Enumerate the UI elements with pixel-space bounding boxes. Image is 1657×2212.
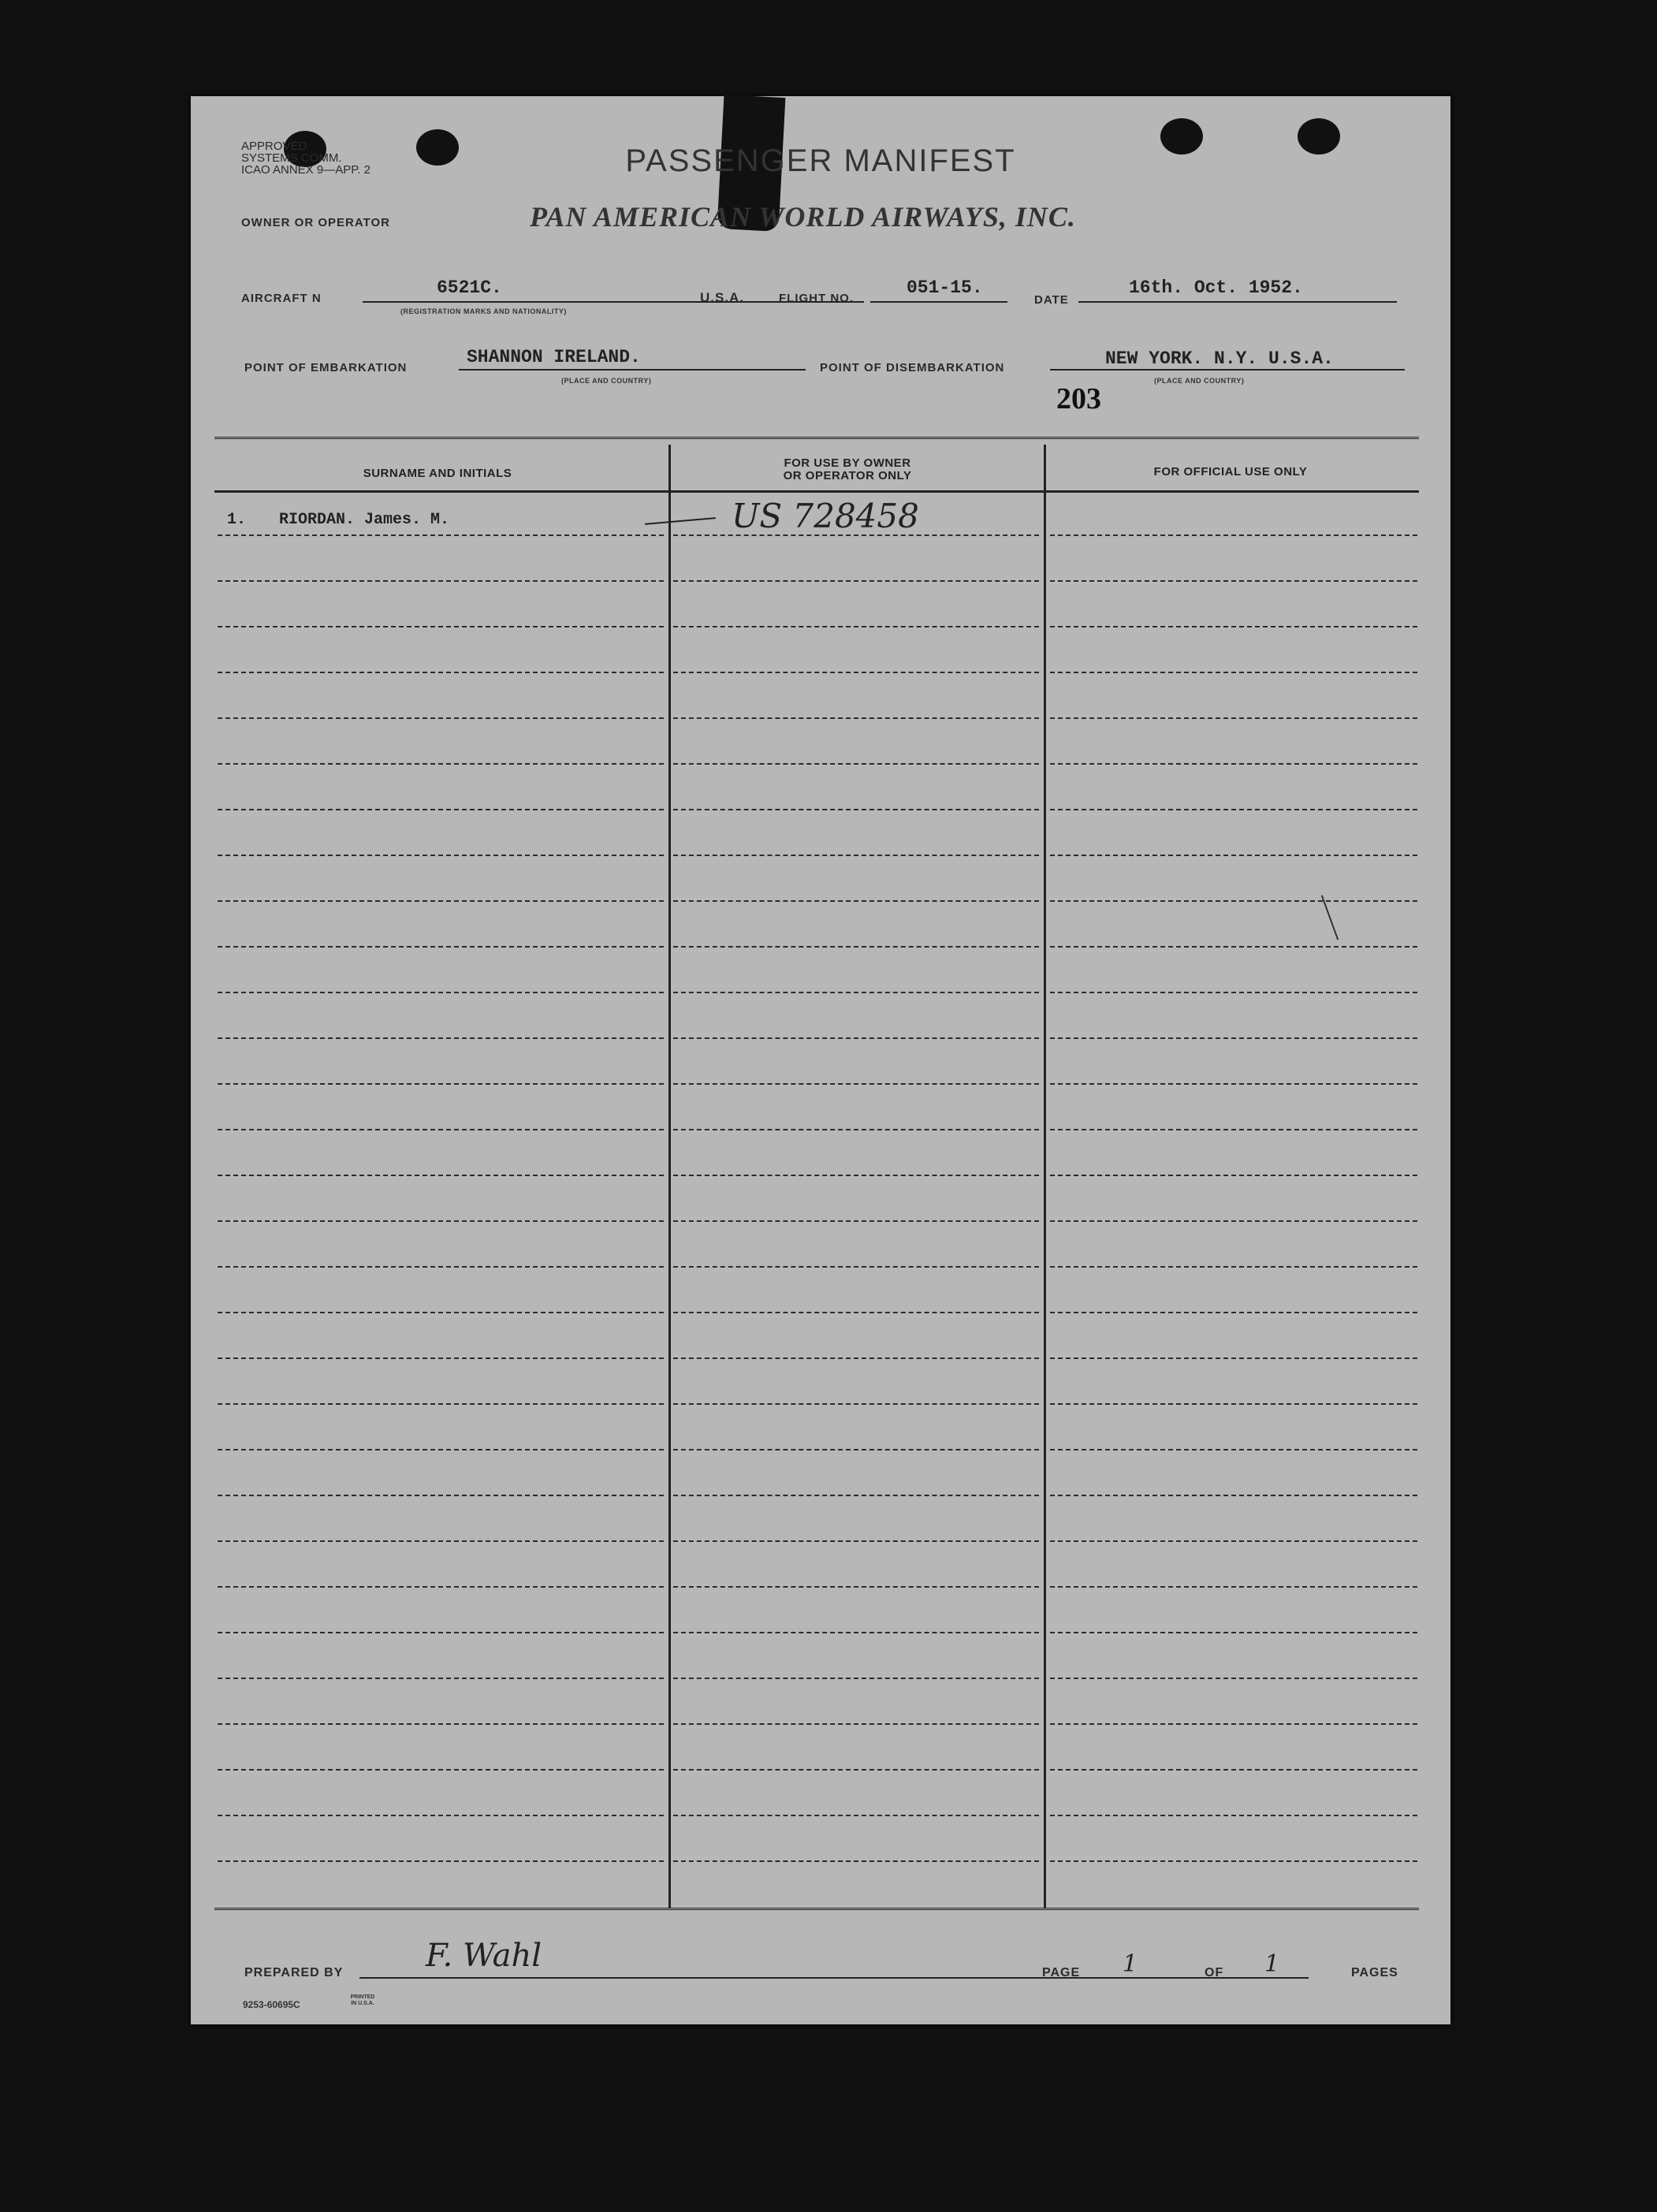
approval-line-3: ICAO ANNEX 9—APP. 2 [241,163,370,177]
pages-label: PAGES [1351,1966,1398,1979]
table-row-line [218,672,664,673]
column-owner-use-line-1: FOR USE BY OWNER [784,456,911,470]
owner-value: PAN AMERICAN WORLD AIRWAYS, INC. [530,201,1076,233]
table-row-line [1050,1403,1417,1405]
table-row-line [673,1037,1039,1039]
manifest-sheet [191,96,1450,2024]
aircraft-caption: (REGISTRATION MARKS AND NATIONALITY) [400,307,567,315]
page-number: 1 [1123,1950,1138,1978]
table-row-line [218,992,664,993]
table-row-line [218,1632,664,1633]
owner-label: OWNER OR OPERATOR [241,216,390,229]
table-row-line [218,1678,664,1679]
flight-line [870,301,1007,303]
table-row-line [1050,992,1417,993]
table-row-line [218,1586,664,1588]
column-official-use: FOR OFFICIAL USE ONLY [1153,465,1308,479]
table-row-line [218,1403,664,1405]
table-row-line [673,534,1039,536]
table-row-line [1050,534,1417,536]
table-top-rule [214,437,1419,442]
table-row-line [673,946,1039,948]
table-row-line [218,763,664,765]
disembarkation-line [1050,369,1405,371]
table-row-line [218,1815,664,1816]
embarkation-caption: (PLACE AND COUNTRY) [561,377,652,385]
nationality: U.S.A. [700,290,745,305]
date-label: DATE [1034,293,1069,307]
table-row-line [1050,1815,1417,1816]
column-divider-2 [1044,445,1046,1908]
table-row-line [673,992,1039,993]
table-row-line [673,1723,1039,1725]
pencil-tick-mark [1321,895,1339,940]
flight-label: FLIGHT NO. [779,292,854,305]
table-row-line [1050,855,1417,856]
table-row-line [1050,946,1417,948]
table-row-line [1050,763,1417,765]
table-row-line [1050,1586,1417,1588]
table-row-line [673,855,1039,856]
table-row-line [1050,1175,1417,1176]
embarkation-value: SHANNON IRELAND. [467,347,641,367]
approval-line-2: SYSTEMS COMM. [241,151,342,165]
table-row-line [673,717,1039,719]
prepared-by-label: PREPARED BY [244,1966,344,1979]
table-row-line [1050,1312,1417,1313]
table-row-line [218,1037,664,1039]
disembarkation-value: NEW YORK. N.Y. U.S.A. [1105,348,1334,369]
table-row-line [218,1769,664,1771]
table-row-line [1050,1220,1417,1222]
table-row-line [1050,1129,1417,1130]
table-row-line [673,900,1039,902]
table-row-line [218,855,664,856]
table-row-line [1050,1083,1417,1085]
table-row-line [673,626,1039,627]
table-row-line [673,1175,1039,1176]
disembarkation-caption: (PLACE AND COUNTRY) [1154,377,1245,385]
table-row-line [1050,580,1417,582]
table-row-line [673,1815,1039,1816]
table-row-line [1050,900,1417,902]
passenger-name: RIORDAN. James. M. [279,511,450,529]
table-row-line [218,1357,664,1359]
table-row-line [218,1540,664,1542]
passenger-owner-note: US 728458 [732,497,919,535]
form-number: 9253-60695C [243,1999,300,2010]
table-row-line [218,946,664,948]
table-row-line [673,1403,1039,1405]
table-row-line [673,672,1039,673]
column-divider-1 [668,445,671,1908]
table-row-line [218,1449,664,1450]
table-row-line [673,1449,1039,1450]
prepared-by-signature: F. Wahl [426,1938,542,1974]
table-row-line [1050,672,1417,673]
handwritten-dash [645,517,716,525]
header-bottom-rule [214,490,1419,493]
total-pages: 1 [1264,1950,1280,1978]
table-row-line [673,1860,1039,1862]
table-row-line [673,1083,1039,1085]
table-row-line [1050,1769,1417,1771]
table-row-line [673,809,1039,810]
table-row-line [673,1540,1039,1542]
embarkation-label: POINT OF EMBARKATION [244,361,408,374]
table-row-line [218,900,664,902]
table-row-line [218,717,664,719]
table-row-line [673,1678,1039,1679]
flight-value: 051-15. [907,277,983,298]
table-row-line [1050,809,1417,810]
page-title: PASSENGER MANIFEST [625,143,1016,178]
embarkation-line [459,369,806,371]
table-row-line [218,1312,664,1313]
approval-line-1: APPROVED [241,140,307,153]
table-row-line [218,1723,664,1725]
table-row-line [673,1129,1039,1130]
table-row-line [673,1632,1039,1633]
prepared-by-line [359,1977,1233,1979]
table-row-line [673,580,1039,582]
table-row-line [218,1175,664,1176]
column-surname: SURNAME AND INITIALS [363,467,512,480]
stamp-number: 203 [1056,382,1101,415]
passenger-number: 1. [227,511,247,529]
table-row-line [1050,1357,1417,1359]
date-line [1078,301,1397,303]
table-row-line [218,1495,664,1496]
table-row-line [673,1586,1039,1588]
table-row-line [673,1495,1039,1496]
table-row-line [1050,1678,1417,1679]
table-row-line [1050,717,1417,719]
table-row-line [673,1220,1039,1222]
table-row-line [1050,1266,1417,1268]
aircraft-label: AIRCRAFT N [241,292,322,305]
table-row-line [218,626,664,627]
table-row-line [1050,1495,1417,1496]
column-owner-use-line-2: OR OPERATOR ONLY [783,469,912,482]
table-row-line [673,1312,1039,1313]
table-row-line [218,1129,664,1130]
table-row-line [218,1220,664,1222]
table-row-line [218,1083,664,1085]
table-row-line [1050,1860,1417,1862]
column-owner-use [664,457,1031,482]
table-row-line [218,1266,664,1268]
printed-in-usa-mark: PRINTED IN U.S.A. [350,1994,375,2006]
table-row-line [1050,1723,1417,1725]
disembarkation-label: POINT OF DISEMBARKATION [820,361,1005,374]
table-row-line [1050,626,1417,627]
aircraft-value: 6521C. [437,277,502,298]
date-value: 16th. Oct. 1952. [1129,277,1303,298]
table-row-line [673,1357,1039,1359]
table-row-line [673,1769,1039,1771]
table-row-line [673,1266,1039,1268]
page-label: PAGE [1042,1966,1081,1979]
table-row-line [218,809,664,810]
table-row-line [218,534,664,536]
of-label: OF [1205,1966,1224,1979]
table-bottom-rule [214,1908,1419,1913]
table-row-line [218,1860,664,1862]
table-row-line [1050,1632,1417,1633]
table-row-line [218,580,664,582]
table-row-line [673,763,1039,765]
table-row-line [1050,1037,1417,1039]
table-row-line [1050,1449,1417,1450]
table-row-line [1050,1540,1417,1542]
